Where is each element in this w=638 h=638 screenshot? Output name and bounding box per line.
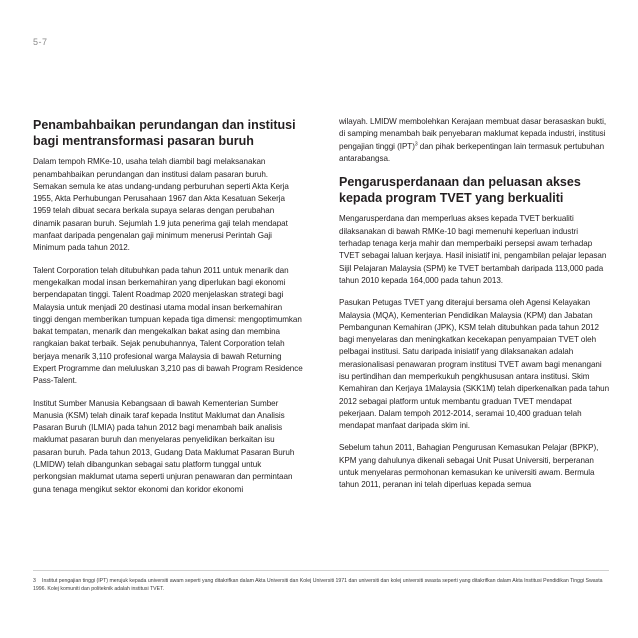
paragraph: Pasukan Petugas TVET yang diterajui bersama oleh Agensi Kelayakan Malaysia (MQA), Kementerian Pendidikan Malaysia (KPM) dan Jabatan Pembangunan Kemahiran (JPK), KSM telah ditubuhkan pada tahun 2012 bagi menyelaras dan meningkatkan kecekapan penyampaian TVET oleh pelbagai institusi. Satu daripada inisiatif yang dilaksanakan adalah merasionalisasi penawaran program institusi TVET awam bagi menangani isu pertindihan dan memperkukuh pengkhususan antara institusi. Skim Kemahiran dan Kerjaya 1Malaysia (SKK1M) telah diperkenalkan pada tahun 2012 sebagai platform untuk membantu graduan TVET mendapat pekerjaan. Dalam tempoh 2012-2014, seramai 10,400 graduan telah mendapat manfaat daripada skim ini. [339,298,610,431]
footnote-mark: 3 [33,578,36,584]
paragraph: Talent Corporation telah ditubuhkan pada tahun 2011 untuk menarik dan mengekalkan modal insan berkemahiran yang diperlukan bagi ekonomi berpendapatan tinggi. Talent Roadmap 2020 menjelaskan strategi bagi Malaysia untuk menjadi 20 destinasi utama modal insan berkemahiran tinggi dengan memberikan tumpuan kepada tiga dimensi: mengoptimumkan bakat tempatan, menarik dan mengekalkan bakat asing dan membina rangkaian bakat terbaik. Sejak penubuhannya, Talent Corporation telah berjaya menarik 3,110 profesional warga Malaysia di bawah Returning Expert Programme dan meluluskan 3,210 pas di bawah Program Residence Pass-Talent. [33,265,303,386]
footnote [33,577,608,593]
section-heading: Penambahbaikan perundangan dan institusi bagi mentransformasi pasaran buruh [33,118,296,148]
intro-paragraph [339,116,611,165]
paragraph: Institut Sumber Manusia Kebangsaan di bawah Kementerian Sumber Manusia (KSM) telah dinaik taraf kepada Institut Maklumat dan Analisis Pasaran Buruh (ILMIA) pada tahun 2012 bagi menambah baik analisis maklumat pasaran buruh dan menyelaras penyelidikan berkaitan isu pasaran buruh. Pada tahun 2013, Gudang Data Maklumat Pasaran Buruh (LMIDW) telah dibangunkan sebagai satu platform tunggal untuk perkongsian maklumat utama seperti unjuran penawaran dan permintaan guna tenaga mengikut sektor ekonomi dan koridor ekonomi [33,398,295,494]
intro-text-before: wilayah. LMIDW membolehkan Kerajaan membuat dasar berasaskan bukti, di samping menambah baik penyebaran maklumat kepada industri, institusi pengajian tinggi (IPT) [339,117,607,151]
page-number: 5-7 [33,37,48,47]
footnote-divider [33,570,609,571]
paragraph: Sebelum tahun 2011, Bahagian Pengurusan Kemasukan Pelajar (BPKP), KPM yang dahulunya dikenali sebagai Unit Pusat Universiti, berperanan untuk menyelaras permohonan kemasukan ke universiti awam. Bermula tahun 2011, peranan ini telah diperluas kepada semua [339,443,599,490]
footnote-reference[interactable]: 3 [414,140,418,147]
section-heading: Pengarusperdanaan dan peluasan akses kepada program TVET yang berkualiti [339,175,581,205]
paragraph: Dalam tempoh RMKe-10, usaha telah diambil bagi melaksanakan penambahbaikan perundangan dan institusi dalam pasaran buruh. Semakan semula ke atas undang-undang perburuhan seperti Akta Kerja 1955, Akta Perhubungan Perusahaan 1967 dan Akta Kesatuan Sekerja 1959 telah dibuat secara berkala supaya selaras dengan perubahan dinamik pasaran buruh. Sejumlah 1.9 juta penerima gaji telah mendapat manfaat daripada pengenalan gaji minimum menerusi Perintah Gaji Minimum pada tahun 2012. [33,157,289,253]
paragraph: Mengarusperdana dan memperluas akses kepada TVET berkualiti dilaksanakan di bawah RMKe-10 bagi memenuhi keperluan industri terhadap tenaga kerja mahir dan memperbaiki persepsi awam terhadap TVET sebagai laluan kerjaya. Hasil inisiatif ini, pengambilan pelajar lepasan Sijil Pelajaran Malaysia (SPM) ke TVET bertambah daripada 113,000 pada tahun 2010 kepada 164,000 pada tahun 2013. [339,214,607,285]
right-column [339,116,611,502]
left-column [33,118,303,506]
footnote-text: Institut pengajian tinggi (IPT) merujuk kepada universiti awam seperti yang ditakrifkan dalam Akta Universiti dan Kolej Universiti 1971 dan universiti dan kolej universiti swasta seperti yang ditakrifkan dalam Akta Institusi Pendidikan Tinggi Swasta 1996. Kolej komuniti dan politeknik adalah institusi TVET. [33,578,603,593]
intro-text-after: dan pihak berkepentingan lain termasuk pertubuhan antarabangsa. [339,141,605,163]
